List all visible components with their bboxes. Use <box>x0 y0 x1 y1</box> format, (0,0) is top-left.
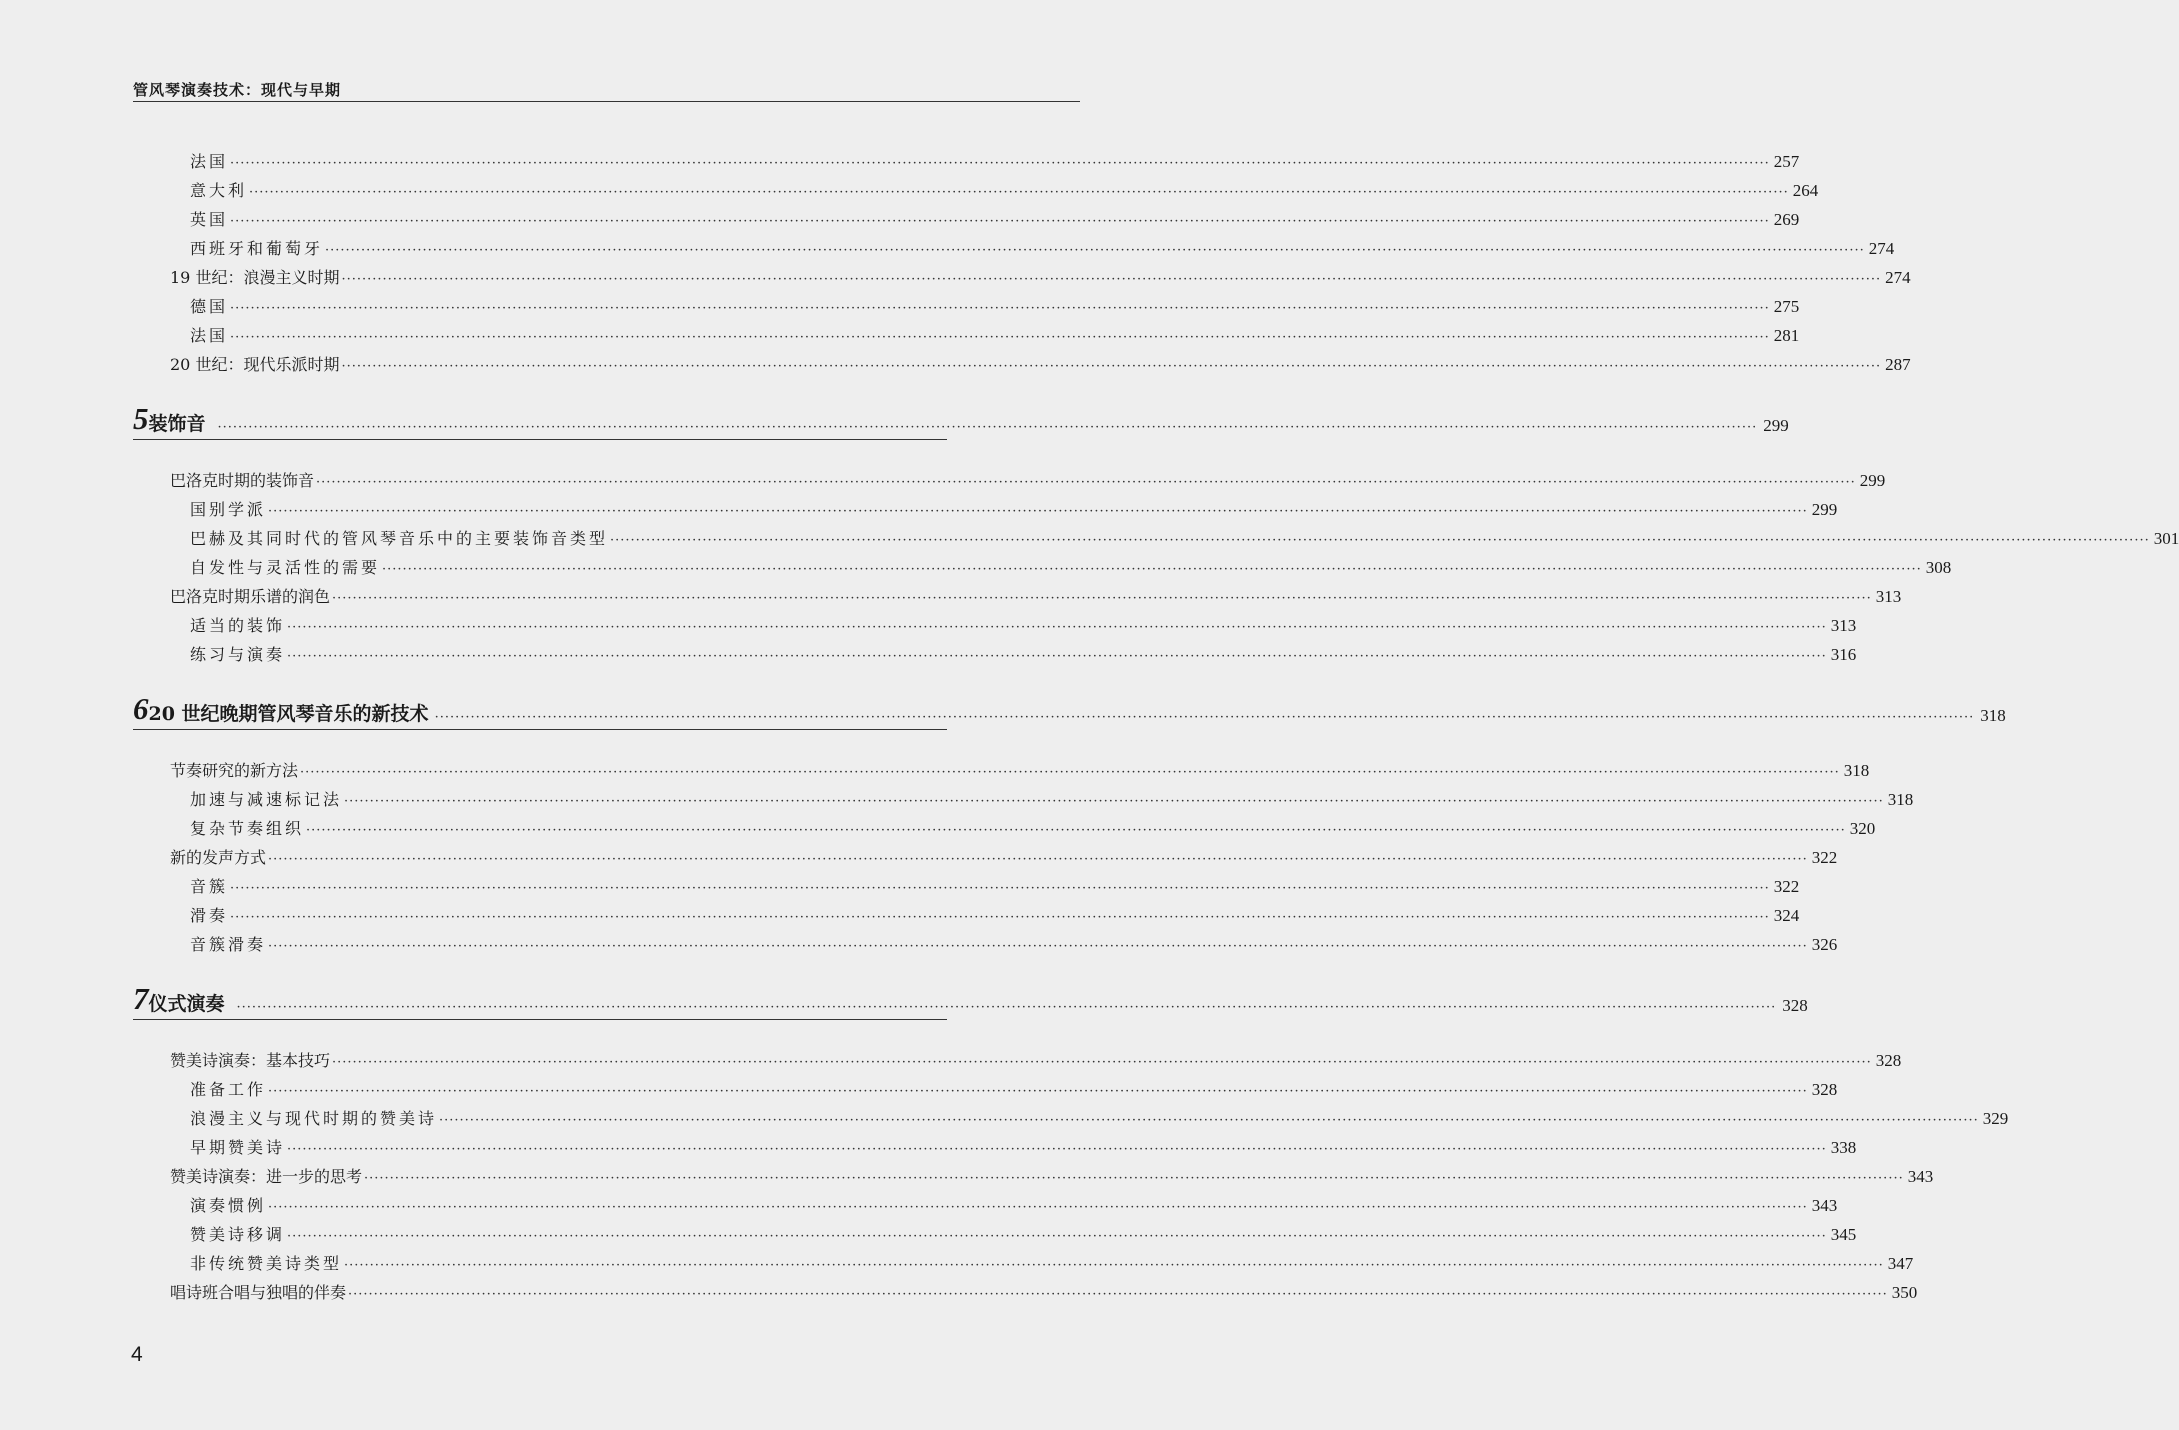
toc-entry-page: 287 <box>1885 355 1911 374</box>
leader-dots: ············································································································································································································································································································ <box>268 852 1808 867</box>
toc-entry-page: 318 <box>1843 761 1870 780</box>
toc-entry <box>190 552 1952 578</box>
toc-entry-page: 322 <box>1811 848 1838 867</box>
toc-entry-page: 329 <box>1982 1109 2009 1128</box>
chapter-page: 328 <box>1782 996 1808 1015</box>
toc-entry <box>190 871 1800 897</box>
toc-entry <box>170 262 1911 288</box>
leader-dots: ············································································································································································································································································································ <box>344 794 1884 809</box>
leader-dots: ············································································································································································································································································································ <box>306 823 1846 838</box>
toc-entry-title: 赞美诗演奏：进一步的思考 <box>170 1167 363 1186</box>
toc-entry <box>190 784 1914 810</box>
toc-entry-title: 新的发声方式 <box>170 848 267 867</box>
chapter-page: 299 <box>1763 416 1789 435</box>
leader-dots: ············································································································································································································································································································ <box>382 562 1922 577</box>
toc-entry-page: 343 <box>1907 1167 1934 1186</box>
leader-dots: ············································································································································································································································································································ <box>364 1171 1904 1186</box>
leader-dots: ············································································································································································································································································································ <box>230 214 1770 229</box>
leader-dots: ············································································································································································································································································································ <box>610 533 2150 548</box>
toc-entry <box>190 146 1800 172</box>
toc-entry <box>190 929 1838 955</box>
toc-entry-title: 准备工作 <box>190 1080 267 1099</box>
leader-dots: ············································································································································································································································································································ <box>348 1287 1888 1302</box>
chapter-heading <box>133 981 1808 1020</box>
toc-entry <box>190 494 1838 520</box>
toc-entry <box>170 465 1886 491</box>
toc-entry <box>190 1132 1857 1158</box>
toc-entry-title: 赞美诗演奏：基本技巧 <box>170 1051 331 1070</box>
toc-entry-page: 345 <box>1830 1225 1857 1244</box>
toc-entry <box>190 204 1800 230</box>
toc-entry-page: 257 <box>1773 152 1800 171</box>
toc-entry-title: 巴赫及其同时代的管风琴音乐中的主要装饰音类型 <box>190 529 609 548</box>
toc-entry-page: 343 <box>1811 1196 1838 1215</box>
leader-dots: ············································································································································································································································································································ <box>341 359 1882 374</box>
toc-entry <box>170 1277 1918 1303</box>
toc-entry <box>190 610 1857 636</box>
toc-entry-page: 318 <box>1887 790 1914 809</box>
page-number: 4 <box>131 1343 143 1366</box>
toc-entry <box>190 175 1819 201</box>
leader-dots: ············································································································································································································································································································ <box>325 243 1865 258</box>
leader-dots: ············································································································································································································································································································ <box>217 420 1758 435</box>
leader-dots: ············································································································································································································································································································ <box>341 272 1882 287</box>
toc-entry-page: 326 <box>1811 935 1838 954</box>
toc-entry <box>190 1103 2009 1129</box>
leader-dots: ············································································································································································································································································································ <box>300 765 1840 780</box>
toc-entry-title: 意大利 <box>190 181 248 200</box>
toc-entry <box>190 320 1800 346</box>
toc-entry <box>170 349 1911 375</box>
toc-entry-title: 法国 <box>190 152 229 171</box>
toc-entry-title: 自发性与灵活性的需要 <box>190 558 381 577</box>
toc-entry-title: 英国 <box>190 210 229 229</box>
toc-entry <box>190 291 1800 317</box>
toc-entry-page: 264 <box>1792 181 1819 200</box>
toc-entry-page: 274 <box>1868 239 1895 258</box>
toc-entry <box>190 813 1876 839</box>
toc-entry-title: 巴洛克时期乐谱的润色 <box>170 587 331 606</box>
leader-dots: ············································································································································································································································································································ <box>287 1142 1827 1157</box>
toc-entry <box>170 1045 1902 1071</box>
toc-entry-title: 唱诗班合唱与独唱的伴奏 <box>170 1283 347 1302</box>
toc-entry-page: 347 <box>1887 1254 1914 1273</box>
toc-entry <box>190 1248 1914 1274</box>
leader-dots: ············································································································································································································································································································ <box>287 1229 1827 1244</box>
toc-entry-title: 复杂节奏组织 <box>190 819 305 838</box>
toc-entry-page: 324 <box>1773 906 1800 925</box>
toc-entry-title: 浪漫主义与现代时期的赞美诗 <box>190 1109 438 1128</box>
toc-entry <box>170 842 1838 868</box>
leader-dots: ············································································································································································································································································································ <box>268 939 1808 954</box>
leader-dots: ············································································································································································································································································································ <box>236 1000 1777 1015</box>
toc-entry-title: 巴洛克时期的装饰音 <box>170 471 315 490</box>
toc-entry-title: 音簇 <box>190 877 229 896</box>
leader-dots: ············································································································································································································································································································ <box>249 185 1789 200</box>
toc-entry <box>170 581 1902 607</box>
toc-entry-title: 早期赞美诗 <box>190 1138 286 1157</box>
toc-entry-page: 316 <box>1830 645 1857 664</box>
leader-dots: ············································································································································································································································································································ <box>439 1113 1979 1128</box>
toc-entry-title: 滑奏 <box>190 906 229 925</box>
toc-entry-page: 338 <box>1830 1138 1857 1157</box>
toc-entry-title: 20 世纪：现代乐派时期 <box>170 355 340 374</box>
toc-entry-page: 299 <box>1859 471 1886 490</box>
toc-entry-title: 音簇滑奏 <box>190 935 267 954</box>
leader-dots: ············································································································································································································································································································ <box>332 1055 1872 1070</box>
toc-entry <box>190 1219 1857 1245</box>
leader-dots: ············································································································································································································································································································ <box>434 710 1975 725</box>
leader-dots: ············································································································································································································································································································ <box>230 881 1770 896</box>
toc-entry-page: 328 <box>1875 1051 1902 1070</box>
leader-dots: ············································································································································································································································································································ <box>316 475 1856 490</box>
header-rule <box>133 101 1080 102</box>
toc-entry-title: 西班牙和葡萄牙 <box>190 239 324 258</box>
toc-entry-title: 德国 <box>190 297 229 316</box>
toc-entry-page: 328 <box>1811 1080 1838 1099</box>
toc-entry-title: 加速与减速标记法 <box>190 790 343 809</box>
leader-dots: ············································································································································································································································································································ <box>230 330 1770 345</box>
toc-entry-page: 269 <box>1773 210 1800 229</box>
running-header: 管风琴演奏技术：现代与早期 <box>133 81 342 99</box>
toc-entry <box>190 639 1857 665</box>
chapter-title: 装饰音 <box>148 413 206 435</box>
toc-entry <box>190 523 2179 549</box>
toc-entry-title: 节奏研究的新方法 <box>170 761 299 780</box>
toc-entry-title: 19 世纪：浪漫主义时期 <box>170 268 340 287</box>
toc-entry-page: 313 <box>1875 587 1902 606</box>
chapter-title: 仪式演奏 <box>148 993 225 1015</box>
toc-entry-title: 赞美诗移调 <box>190 1225 286 1244</box>
chapter-heading <box>133 401 1789 440</box>
leader-dots: ············································································································································································································································································································ <box>332 591 1872 606</box>
chapter-heading <box>133 691 2006 730</box>
toc-entry-title: 法国 <box>190 326 229 345</box>
toc-entry <box>190 1190 1838 1216</box>
toc-entry-title: 国别学派 <box>190 500 267 519</box>
toc-entry-page: 301 <box>2153 529 2179 548</box>
toc-entry-page: 281 <box>1773 326 1800 345</box>
toc-entry-title: 适当的装饰 <box>190 616 286 635</box>
toc-entry-page: 275 <box>1773 297 1800 316</box>
toc-entry-title: 非传统赞美诗类型 <box>190 1254 343 1273</box>
toc-entry <box>190 900 1800 926</box>
toc-entry-page: 308 <box>1925 558 1952 577</box>
chapter-number: 7 <box>133 981 149 1016</box>
toc-entry-page: 299 <box>1811 500 1838 519</box>
toc-entry <box>170 1161 1934 1187</box>
toc-entry-page: 350 <box>1891 1283 1918 1302</box>
toc-entry-title: 演奏惯例 <box>190 1196 267 1215</box>
toc-entry-page: 274 <box>1885 268 1911 287</box>
chapter-number: 5 <box>133 401 149 436</box>
chapter-page: 318 <box>1980 706 2006 725</box>
leader-dots: ············································································································································································································································································································ <box>268 1200 1808 1215</box>
leader-dots: ············································································································································································································································································································ <box>230 910 1770 925</box>
toc-entry <box>190 1074 1838 1100</box>
toc-entry <box>190 233 1895 259</box>
leader-dots: ············································································································································································································································································································ <box>268 504 1808 519</box>
leader-dots: ············································································································································································································································································································ <box>230 301 1770 316</box>
leader-dots: ············································································································································································································································································································ <box>287 620 1827 635</box>
leader-dots: ············································································································································································································································································································ <box>230 156 1770 171</box>
leader-dots: ············································································································································································································································································································ <box>287 649 1827 664</box>
chapter-title: 20 世纪晚期管风琴音乐的新技术 <box>148 703 429 725</box>
chapter-number: 6 <box>133 691 149 726</box>
toc-entry-page: 322 <box>1773 877 1800 896</box>
leader-dots: ············································································································································································································································································································ <box>268 1084 1808 1099</box>
toc-entry-page: 320 <box>1849 819 1876 838</box>
toc-entry-page: 313 <box>1830 616 1857 635</box>
toc-entry-title: 练习与演奏 <box>190 645 286 664</box>
toc-entry <box>170 755 1870 781</box>
leader-dots: ············································································································································································································································································································ <box>344 1258 1884 1273</box>
